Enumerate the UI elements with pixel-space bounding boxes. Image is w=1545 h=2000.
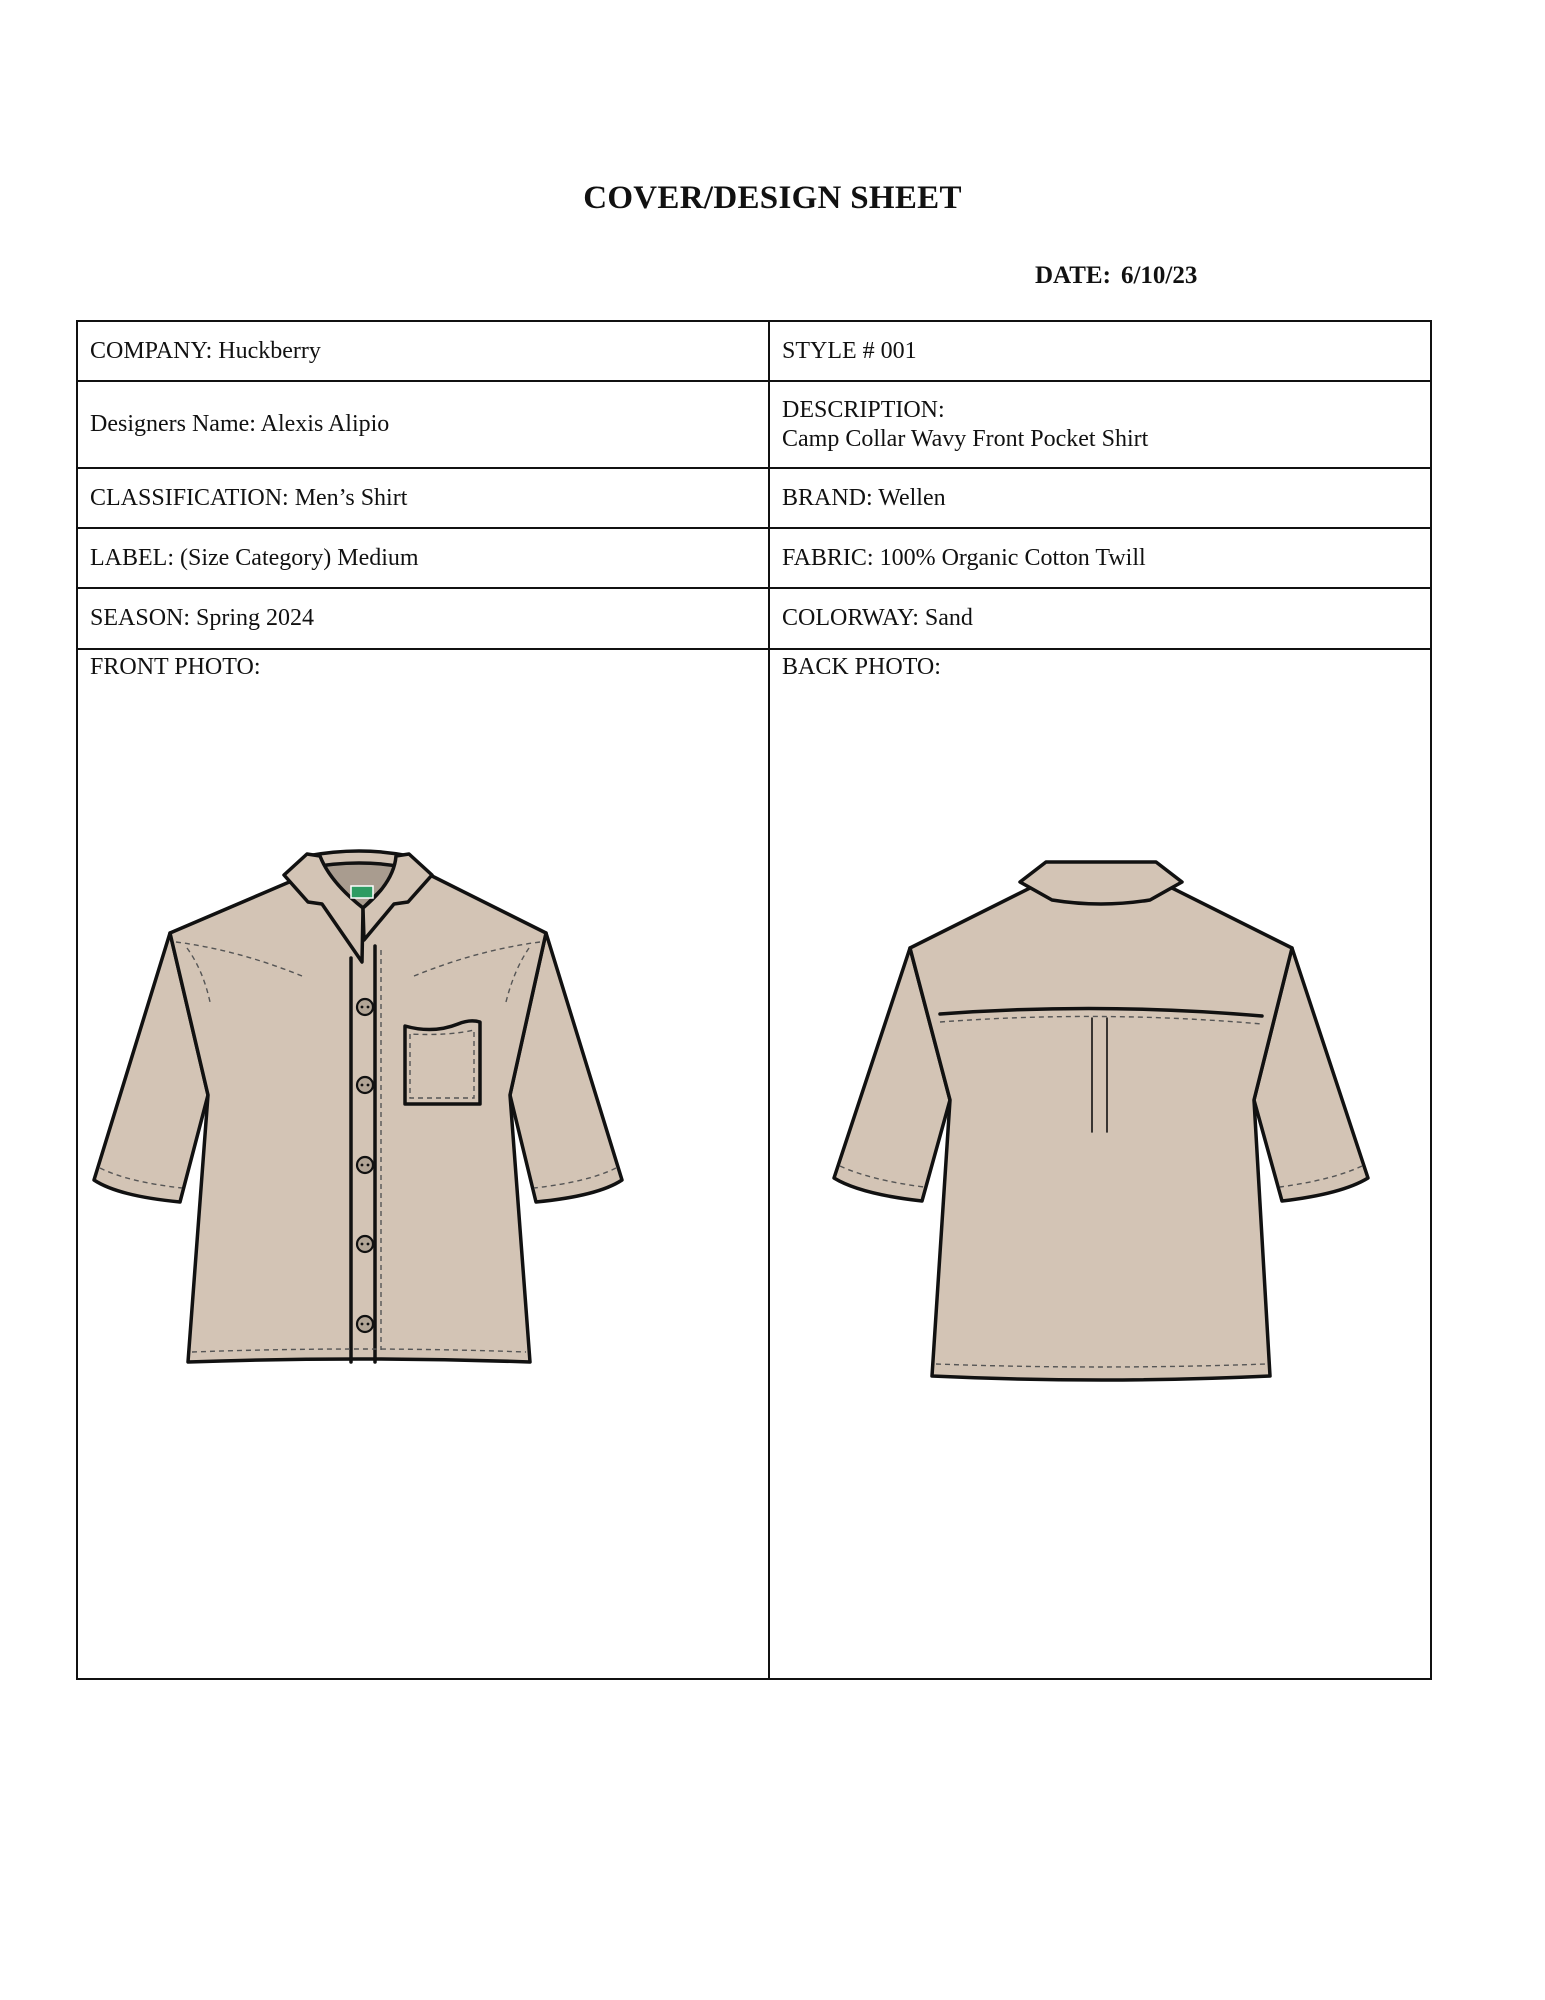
row-season-colorway bbox=[78, 589, 1430, 650]
row-company-style bbox=[78, 322, 1430, 382]
row-designer-description bbox=[78, 382, 1430, 469]
back-photo-cell bbox=[768, 650, 1430, 1678]
photo-row bbox=[78, 650, 1430, 1678]
description-label: DESCRIPTION: bbox=[782, 396, 945, 423]
brand-cell: BRAND: Wellen bbox=[768, 469, 1430, 527]
design-sheet-table bbox=[76, 320, 1432, 1680]
front-photo-label: FRONT PHOTO: bbox=[90, 654, 261, 680]
description-cell bbox=[768, 382, 1430, 467]
shirt-back-icon bbox=[770, 650, 1432, 1678]
row-label-fabric bbox=[78, 529, 1430, 589]
row-classification-brand bbox=[78, 469, 1430, 529]
back-photo-label: BACK PHOTO: bbox=[782, 654, 941, 680]
label-cell: LABEL: (Size Category) Medium bbox=[90, 544, 419, 571]
style-cell: STYLE # 001 bbox=[768, 322, 1430, 380]
company-cell: COMPANY: Huckberry bbox=[90, 337, 321, 364]
season-cell: SEASON: Spring 2024 bbox=[90, 605, 315, 631]
page-title: COVER/DESIGN SHEET bbox=[583, 180, 962, 216]
date-value: 6/10/23 bbox=[1120, 262, 1198, 289]
classification-cell: CLASSIFICATION: Men’s Shirt bbox=[90, 484, 408, 511]
designer-cell: Designers Name: Alexis Alipio bbox=[90, 411, 390, 437]
date-line bbox=[1035, 262, 1197, 290]
shirt-front-icon bbox=[78, 650, 768, 1678]
colorway-cell: COLORWAY: Sand bbox=[768, 589, 1430, 648]
description-value: Camp Collar Wavy Front Pocket Shirt bbox=[782, 425, 1149, 452]
front-photo-cell bbox=[78, 650, 768, 1678]
fabric-cell: FABRIC: 100% Organic Cotton Twill bbox=[768, 529, 1430, 587]
date-label: DATE: bbox=[1035, 262, 1111, 289]
